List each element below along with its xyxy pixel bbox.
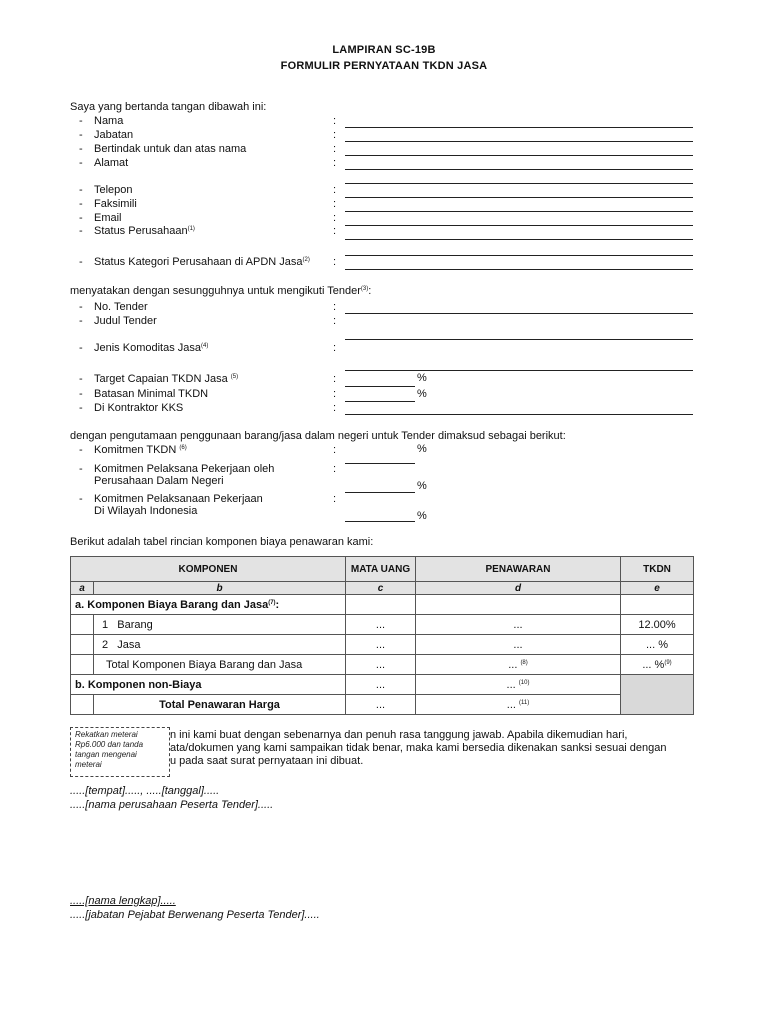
closing-line-3: u pada saat surat pernyataan ini dibuat.: [170, 755, 364, 767]
grand-total-currency-cell[interactable]: ...: [346, 695, 416, 715]
jasa-currency-cell[interactable]: ...: [346, 635, 416, 655]
no-tender-input-line[interactable]: [345, 313, 693, 314]
header-mata-uang: MATA UANG: [346, 557, 416, 582]
table-row-total-a: Total Komponen Biaya Barang dan Jasa ... ... $^{(8)}$ ... %$^{(9)}$: [71, 655, 694, 675]
table-row-barang: 1 Barang ... ... 12.00%: [71, 615, 694, 635]
batasan-minimal-input-line[interactable]: [345, 401, 415, 402]
komitmen-tkdn-input-line[interactable]: [345, 463, 415, 464]
table-row-section-a: a. Komponen Biaya Barang dan Jasa$^{(7)}$:: [71, 595, 694, 615]
header-penawaran: PENAWARAN: [416, 557, 621, 582]
form-heading-code: LAMPIRAN SC-19B: [332, 44, 436, 56]
komitmen-wilayah-input-line[interactable]: [345, 521, 415, 522]
closing-line-1: n ini kami buat dengan sebenarnya dan penuh rasa tanggung jawab. Apabila dikemudian hari,: [170, 729, 628, 741]
table-row-section-b: b. Komponen non-Biaya ... ... $^{(10)}$: [71, 675, 694, 695]
table-letter-row: a b c d e: [71, 582, 694, 595]
table-header-row: [71, 557, 694, 582]
form-heading-title: FORMULIR PERNYATAAN TKDN JASA: [280, 60, 488, 72]
email-input-line[interactable]: [345, 225, 693, 226]
bertindak-input-line[interactable]: [345, 155, 693, 156]
status-perusahaan-input-line[interactable]: [345, 239, 693, 240]
place-date-placeholder: .....[tempat]....., .....[tanggal].....: [70, 785, 220, 797]
total-a-currency-cell[interactable]: ...: [346, 655, 416, 675]
judul-tender-input-line[interactable]: [345, 339, 693, 340]
jasa-tkdn-cell[interactable]: ... %: [621, 635, 694, 655]
non-biaya-currency-cell[interactable]: ...: [346, 675, 416, 695]
company-name-placeholder: .....[nama perusahaan Peserta Tender].....: [70, 799, 274, 811]
nama-input-line[interactable]: [345, 127, 693, 128]
telepon-input-line[interactable]: [345, 197, 693, 198]
faksimili-input-line[interactable]: [345, 211, 693, 212]
jenis-komoditas-input-line[interactable]: [345, 370, 693, 371]
total-a-tkdn-cell[interactable]: ... %$^{(9)}$: [621, 655, 694, 675]
barang-tkdn-cell[interactable]: 12.00%: [621, 615, 694, 635]
declaration-text: menyatakan dengan sesungguhnya untuk mengikuti Tender$^{(3)}$:: [70, 285, 372, 297]
header-komponen: KOMPONEN: [71, 557, 346, 582]
kontraktor-kks-input-line[interactable]: [345, 414, 693, 415]
status-kategori-input-line-1[interactable]: [345, 255, 693, 256]
intro-text: Saya yang bertanda tangan dibawah ini:: [70, 101, 267, 113]
meterai-stamp-note: Rekatkan meterai Rp6.000 dan tanda tangan mengenai meterai: [70, 727, 170, 777]
table-row-jasa: 2 Jasa ... ... ... %: [71, 635, 694, 655]
closing-line-2: ata/dokumen yang kami sampaikan tidak benar, maka kami bersedia dikenakan sanksi sesuai dengan: [170, 742, 667, 754]
jasa-offer-cell[interactable]: ...: [416, 635, 621, 655]
table-row-grand-total: Total Penawaran Harga ... ... $^{(11)}$: [71, 695, 694, 715]
barang-currency-cell[interactable]: ...: [346, 615, 416, 635]
commitment-intro-text: dengan pengutamaan penggunaan barang/jasa dalam negeri untuk Tender dimaksud sebagai berikut:: [70, 430, 566, 442]
alamat-input-line-1[interactable]: [345, 169, 693, 170]
full-name-placeholder: .....[nama lengkap].....: [70, 895, 176, 907]
position-placeholder: .....[jabatan Pejabat Berwenang Peserta Tender].....: [70, 909, 320, 921]
komitmen-pdn-input-line[interactable]: [345, 492, 415, 493]
barang-offer-cell[interactable]: ...: [416, 615, 621, 635]
status-kategori-input-line-2[interactable]: [345, 269, 693, 270]
non-biaya-offer-cell[interactable]: ... $^{(10)}$: [416, 675, 621, 695]
jabatan-input-line[interactable]: [345, 141, 693, 142]
header-tkdn: TKDN: [621, 557, 694, 582]
target-tkdn-input-line[interactable]: [345, 386, 415, 387]
alamat-input-line-2[interactable]: [345, 183, 693, 184]
cost-component-table: [70, 556, 694, 715]
table-intro-text: Berikut adalah tabel rincian komponen biaya penawaran kami:: [70, 536, 374, 548]
total-a-offer-cell[interactable]: ... $^{(8)}$: [416, 655, 621, 675]
grand-total-offer-cell[interactable]: ... $^{(11)}$: [416, 695, 621, 715]
